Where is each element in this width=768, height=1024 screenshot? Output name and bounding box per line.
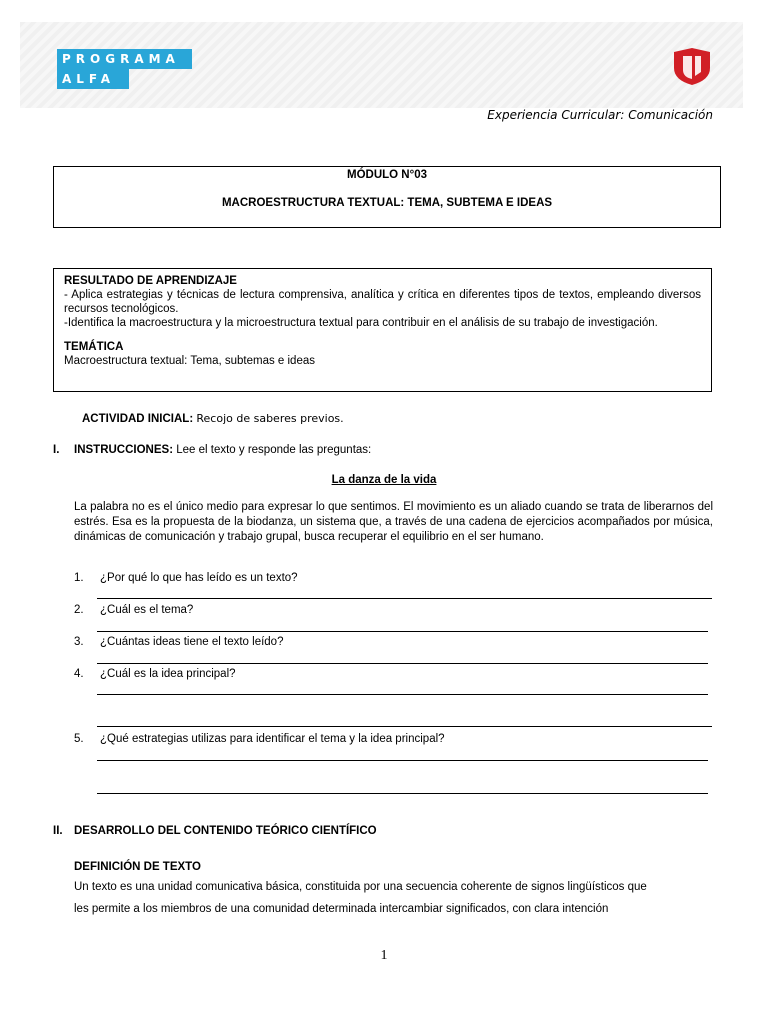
section2-title: DESARROLLO DEL CONTENIDO TEÓRICO CIENTÍFICO [74,825,377,837]
result-line-2: -Identifica la macroestructura y la microestructura textual para contribuir en el análisis de su trabajo de investigación. [64,317,658,329]
question-number: 3. [74,636,84,648]
definition-line-2: les permite a los miembros de una comunidad determinada intercambiar significados, con clara intención [74,903,609,915]
answer-line[interactable] [97,598,712,599]
logo-line-1: PROGRAMA [57,49,192,69]
topic-text: Macroestructura textual: Tema, subtemas e ideas [64,355,315,367]
question-number: 1. [74,572,84,584]
reading-paragraph: La palabra no es el único medio para expresar lo que sentimos. El movimiento es un aliado cuando se trata de liberarnos del estrés. Esa es la propuesta de la biodanza, un sistema que, a través de una cadena de ejercicios acompañados por música, dinámicas de comunicación y trabajo grupal, busca recuperar el equilibrio en el ser humano. [74,501,713,543]
question-number: 5. [74,733,84,745]
result-heading: RESULTADO DE APRENDIZAJE [64,275,237,287]
question-number: 4. [74,668,84,680]
definition-line-1: Un texto es una unidad comunicativa básica, constituida por una secuencia coherente de signos lingüísticos que [74,881,647,893]
answer-line[interactable] [97,663,708,664]
question-text: ¿Qué estrategias utilizas para identificar el tema y la idea principal? [100,733,445,745]
question-text: ¿Por qué lo que has leído es un texto? [100,572,298,584]
logo-line-2: ALFA [57,69,129,89]
question-text: ¿Cuál es el tema? [100,604,194,616]
initial-activity-label: ACTIVIDAD INICIAL: [82,413,194,425]
learning-outcome-box [53,268,712,392]
section2-numeral: II. [53,825,63,837]
text-definition-heading: DEFINICIÓN DE TEXTO [74,861,201,873]
curricular-experience: Experiencia Curricular: Comunicación [487,108,713,122]
module-box [53,166,721,228]
page-number: 1 [380,948,388,963]
answer-line[interactable] [97,793,708,794]
question-text: ¿Cuál es la idea principal? [100,668,236,680]
initial-activity-text: Recojo de saberes previos. [196,412,344,425]
answer-line[interactable] [97,760,708,761]
answer-line[interactable] [97,694,708,695]
initial-activity [82,412,344,425]
answer-line[interactable] [97,726,712,727]
university-crest-icon [672,46,712,86]
module-number: MÓDULO N°03 [347,169,427,181]
answer-line[interactable] [97,631,708,632]
question-number: 2. [74,604,84,616]
section1-label: INSTRUCCIONES: [74,444,174,456]
module-title: MACROESTRUCTURA TEXTUAL: TEMA, SUBTEMA E IDEAS [221,197,553,209]
section1-numeral: I. [53,444,60,456]
question-text: ¿Cuántas ideas tiene el texto leído? [100,636,284,648]
reading-title: La danza de la vida [331,474,437,486]
section1-text: Lee el texto y responde las preguntas: [176,444,372,456]
result-line-1: - Aplica estrategias y técnicas de lectura comprensiva, analítica y crítica en diferentes tipos de textos, empleando diversos recursos tecnológicos. [64,289,701,315]
topic-heading: TEMÁTICA [64,341,124,353]
section1-instructions [74,444,371,456]
